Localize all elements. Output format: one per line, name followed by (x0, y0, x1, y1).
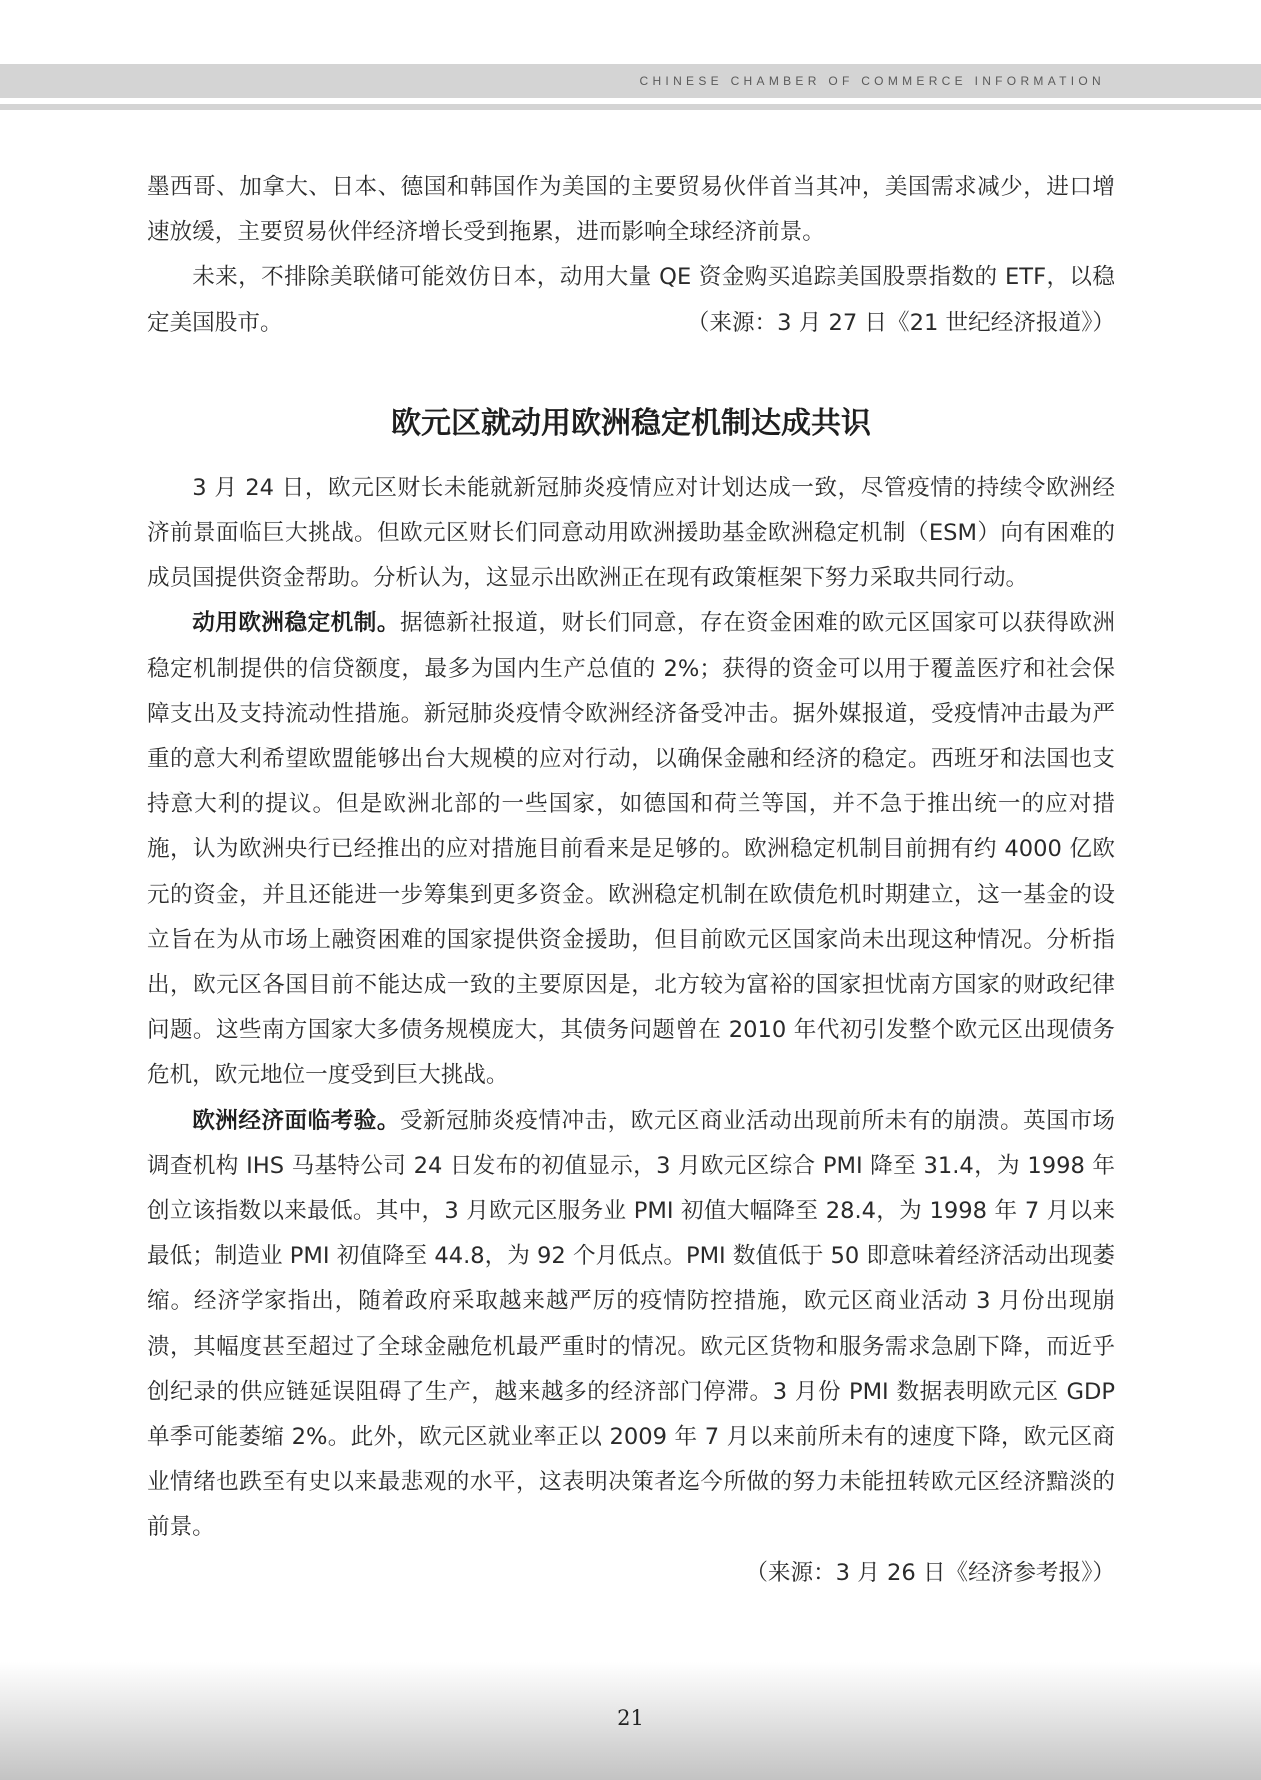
page-content (147, 165, 1115, 1596)
header-divider (0, 104, 1261, 110)
prev-article-paragraph: 墨西哥、加拿大、日本、德国和韩国作为美国的主要贸易伙伴首当其冲，美国需求减少，进口增速放缓，主要贸易伙伴经济增长受到拖累，进而影响全球经济前景。 (147, 174, 1115, 246)
article-title: 欧元区就动用欧洲稳定机制达成共识 (391, 405, 871, 441)
article-source: （来源：3 月 26 日《经济参考报》） (745, 1559, 1115, 1586)
article-section-esm (147, 601, 1115, 1098)
section-text-economy: 受新冠肺炎疫情冲击，欧元区商业活动出现前所未有的崩溃。英国市场调查机构 IHS 马基特公司 24 日发布的初值显示，3 月欧元区综合 PMI 降至 31.4，为 1998 年创立该指数以来最低。其中，3 月欧元区服务业 PMI 初值大幅降至 28.4，为 1998 年 7 月以来最低；制造业 PMI 初值降至 44.8，为 92 个月低点。PMI 数值低于 50 即意味着经济活动出现萎缩。经济学家指出，随着政府采取越来越严厉的疫情防控措施，欧元区商业活动 3 月份出现崩溃，其幅度甚至超过了全球金融危机最严重时的情况。欧元区货物和服务需求急剧下降，而近乎创纪录的供应链延误阻碍了生产，越来越多的经济部门停滞。3 月份 PMI 数据表明欧元区 GDP 单季可能萎缩 2%。此外，欧元区就业率正以 2009 年 7 月以来前所未有的速度下降，欧元区商业情绪也跌至有史以来最悲观的水平，这表明决策者迄今所做的努力未能扭转欧元区经济黯淡的前景。 (147, 1107, 1116, 1541)
header-band (0, 64, 1261, 98)
article-intro: 3 月 24 日，欧元区财长未能就新冠肺炎疫情应对计划达成一致，尽管疫情的持续令欧洲经济前景面临巨大挑战。但欧元区财长们同意动用欧洲援助基金欧洲稳定机制（ESM）向有困难的成员国提供资金帮助。分析认为，这显示出欧洲正在现有政策框架下努力采取共同行动。 (147, 474, 1115, 592)
page-number: 21 (617, 1706, 644, 1730)
article-section-economy (147, 1099, 1115, 1551)
section-heading-economy: 欧洲经济面临考验。 (192, 1107, 400, 1134)
prev-article-paragraph-final (147, 255, 1115, 345)
section-text-esm: 据德新社报道，财长们同意，存在资金困难的欧元区国家可以获得欧洲稳定机制提供的信贷额度，最多为国内生产总值的 2%；获得的资金可以用于覆盖医疗和社会保障支出及支持流动性措施。新冠肺炎疫情令欧洲经济备受冲击。据外媒报道，受疫情冲击最为严重的意大利希望欧盟能够出台大规模的应对行动，以确保金融和经济的稳定。西班牙和法国也支持意大利的提议。但是欧洲北部的一些国家，如德国和荷兰等国，并不急于推出统一的应对措施，认为欧洲央行已经推出的应对措施目前看来是足够的。欧洲稳定机制目前拥有约 4000 亿欧元的资金，并且还能进一步筹集到更多资金。欧洲稳定机制在欧债危机时期建立，这一基金的设立旨在为从市场上融资困难的国家提供资金援助，但目前欧元区国家尚未出现这种情况。分析指出，欧元区各国目前不能达成一致的主要原因是，北方较为富裕的国家担忧南方国家的财政纪律问题。这些南方国家大多债务规模庞大，其债务问题曾在 2010 年代初引发整个欧元区出现债务危机，欧元地位一度受到巨大挑战。 (147, 610, 1116, 1089)
section-heading-esm: 动用欧洲稳定机制。 (192, 610, 400, 637)
running-title: CHINESE CHAMBER OF COMMERCE INFORMATION (639, 74, 1105, 88)
prev-article-paragraph-text: 未来，不排除美联储可能效仿日本，动用大量 QE 资金购买追踪美国股票指数的 ETF，以稳定美国股市。 (147, 264, 1115, 336)
prev-article-source: （来源：3 月 27 日《21 世纪经济报道》） (686, 309, 1115, 336)
